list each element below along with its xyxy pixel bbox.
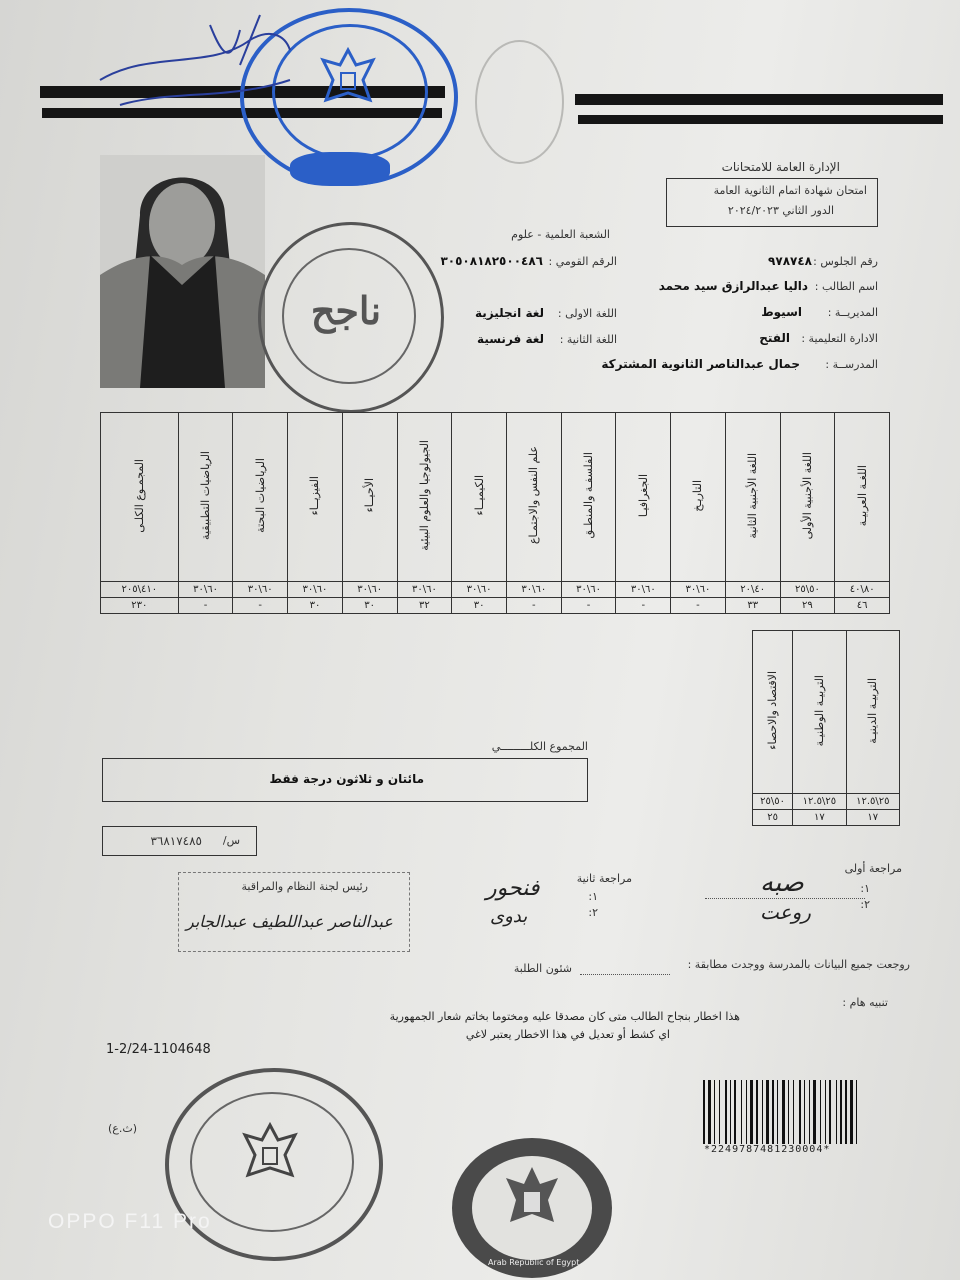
grade-score-11: - — [233, 598, 288, 614]
barcode-bar — [832, 1080, 835, 1144]
grade-score-13: ٢٣٠ — [101, 598, 179, 614]
grade-subject-12: الرياضيات التطبيقية — [178, 413, 233, 582]
grade-subject-9: الأحيــاء — [342, 413, 397, 582]
grade-subject-4: الجغرافيـا — [616, 413, 671, 582]
barcode-bar — [813, 1080, 816, 1144]
extra-score-1: ١٧ — [793, 810, 846, 826]
second-review-sig2: بدوى — [490, 906, 528, 927]
chair-label: رئيس لجنة النظام والمراقبة — [241, 880, 368, 893]
grade-subject-13: المجمـوع الكلـى — [101, 413, 179, 582]
second-review-label: مراجعة ثانية — [576, 872, 632, 885]
barcode-bar — [836, 1080, 837, 1144]
barcode-bar — [845, 1080, 847, 1144]
barcode-bar — [858, 1080, 860, 1144]
grade-subject-3: التاريـخ — [671, 413, 726, 582]
grade-maxmin-5: ٦٠\٣٠ — [561, 582, 616, 598]
barcode-bar — [770, 1080, 771, 1144]
grade-score-3: - — [671, 598, 726, 614]
barcode-bar — [799, 1080, 801, 1144]
barcode-bar — [850, 1080, 853, 1144]
total-label: المجموع الكلـــــــــي — [491, 740, 588, 753]
directorate-label: المديريــة : — [827, 306, 878, 319]
grade-maxmin-3: ٦٠\٣٠ — [671, 582, 726, 598]
barcode-bar — [719, 1080, 720, 1144]
national-id-value: ٣٠٥٠٨١٨٢٥٠٠٤٨٦ — [440, 254, 543, 268]
extra-score-2: ٢٥ — [753, 810, 793, 826]
first-review-line2: ٢: — [860, 898, 870, 911]
grade-maxmin-4: ٦٠\٣٠ — [616, 582, 671, 598]
directorate-value: اسيوط — [761, 305, 802, 319]
barcode-bar — [756, 1080, 758, 1144]
verification-text: روجعت جميع البيانات بالمدرسة ووجدت مطابقة : — [687, 958, 910, 971]
extra-subject-1: التربيـة الوطنيـة — [793, 631, 846, 794]
blue-ink-blob — [290, 152, 390, 186]
barcode-bar — [779, 1080, 781, 1144]
grade-subject-10: الفيزيــاء — [288, 413, 343, 582]
school-label: المدرســة : — [825, 358, 878, 371]
grade-score-8: ٣٢ — [397, 598, 452, 614]
grade-maxmin-7: ٦٠\٣٠ — [452, 582, 507, 598]
barcode-bar — [804, 1080, 805, 1144]
seat-value: ٩٧٨٧٤٨ — [768, 254, 812, 268]
barcode-bar — [712, 1080, 713, 1144]
barcode-bar — [829, 1080, 831, 1144]
barcode-bar — [788, 1080, 789, 1144]
barcode-bar — [762, 1080, 763, 1144]
authority-title: الإدارة العامة للامتحانات — [721, 160, 840, 174]
school-value: جمال عبدالناصر الثانوية المشتركة — [601, 357, 800, 371]
barcode-bar — [806, 1080, 808, 1144]
grade-subject-6: علم النفس والاجتمـاع — [506, 413, 561, 582]
barcode-bar — [725, 1080, 727, 1144]
barcode-bar — [782, 1080, 785, 1144]
grade-maxmin-11: ٦٠\٣٠ — [233, 582, 288, 598]
barcode-bar — [811, 1080, 812, 1144]
barcode-bar — [728, 1080, 729, 1144]
barcode-bar — [714, 1080, 715, 1144]
grade-maxmin-2: ٤٠\٢٠ — [725, 582, 780, 598]
branch-label: الشعبة العلمية - علوم — [511, 228, 610, 241]
student-affairs: شئون الطلبة — [513, 962, 572, 975]
barcode-bar — [809, 1080, 810, 1144]
national-id-label: الرقم القومي : — [548, 255, 617, 268]
barcode-bar — [795, 1080, 798, 1144]
lang2-value: لغة فرنسية — [477, 332, 544, 346]
grade-maxmin-8: ٦٠\٣٠ — [397, 582, 452, 598]
grade-maxmin-10: ٦٠\٣٠ — [288, 582, 343, 598]
first-review-sig2: روعت — [760, 900, 811, 924]
grade-maxmin-13: ٤١٠\٢٠٥ — [101, 582, 179, 598]
barcode-text: *2249787481230004* — [704, 1144, 831, 1155]
admin-label: الادارة التعليمية : — [801, 332, 878, 345]
seal-caption: Arab Republic of Egypt — [488, 1258, 580, 1267]
lang1-label: اللغة الاولى : — [557, 307, 617, 320]
grade-subject-7: الكيميــاء — [452, 413, 507, 582]
extra-maxmin-2: ٥٠\٢٥ — [753, 794, 793, 810]
pass-stamp-text: ناجح — [310, 288, 382, 333]
camera-watermark: OPPO F11 Pro — [48, 1210, 212, 1233]
barcode-bar — [730, 1080, 731, 1144]
serial-value: ٣٦٨١٧٤٨٥ — [150, 834, 202, 848]
barcode — [703, 1080, 903, 1144]
barcode-bar — [732, 1080, 733, 1144]
extra-score-0: ١٧ — [846, 810, 899, 826]
grade-subject-8: الجيولوجيا والعلوم البيئية — [397, 413, 452, 582]
grade-maxmin-0: ٨٠\٤٠ — [835, 582, 890, 598]
barcode-bar — [743, 1080, 745, 1144]
barcode-bar — [790, 1080, 792, 1144]
grade-score-5: - — [561, 598, 616, 614]
grade-score-7: ٣٠ — [452, 598, 507, 614]
notice-label: تنبيه هام : — [842, 996, 888, 1009]
barcode-bar — [786, 1080, 787, 1144]
barcode-bar — [825, 1080, 826, 1144]
grades-table — [100, 412, 890, 614]
barcode-bar — [754, 1080, 755, 1144]
first-review-underline — [705, 898, 865, 899]
barcode-bar — [748, 1080, 749, 1144]
top-bar-right-2 — [578, 115, 943, 124]
barcode-bar — [737, 1080, 740, 1144]
barcode-bar — [838, 1080, 839, 1144]
extra-maxmin-1: ٢٥\١٢.٥ — [793, 794, 846, 810]
exam-session: الدور الثاني ٢٠٢٤/٢٠٢٣ — [727, 204, 834, 217]
chair-signature: عبدالناصر عبداللطيف عبدالجابر — [186, 912, 393, 931]
first-review-sig1: صبه — [760, 868, 804, 898]
barcode-bar — [721, 1080, 724, 1144]
barcode-bar — [706, 1080, 707, 1144]
grade-subject-11: الرياضيات البحتة — [233, 413, 288, 582]
first-review-label: مراجعة أولى — [844, 862, 902, 875]
second-review-line1: ١: — [588, 890, 598, 903]
seat-label: رقم الجلوس : — [813, 255, 878, 268]
barcode-bar — [793, 1080, 794, 1144]
barcode-bar — [734, 1080, 736, 1144]
exam-title: امتحان شهادة اتمام الثانوية العامة — [713, 184, 867, 197]
barcode-bar — [843, 1080, 844, 1144]
barcode-bar — [708, 1080, 711, 1144]
barcode-bar — [777, 1080, 778, 1144]
student-photo — [100, 155, 265, 388]
barcode-bar — [766, 1080, 769, 1144]
notice-line1: هذا اخطار بنجاح الطالب متى كان مصدقا عليه ومختوما بخاتم شعار الجمهورية — [389, 1010, 740, 1023]
lang2-label: اللغة الثانية : — [559, 333, 617, 346]
barcode-bar — [822, 1080, 824, 1144]
signature-scribble-top — [90, 10, 300, 124]
first-review-line1: ١: — [860, 882, 870, 895]
reference-code: 1-2/24-1104648 — [106, 1042, 211, 1057]
verification-underline — [580, 974, 670, 975]
top-bar-right-1 — [575, 94, 943, 105]
extra-subject-2: الاقتصاد والاحصاء — [753, 631, 793, 794]
total-words: مائتان و ثلاثون درجة فقط — [269, 772, 424, 786]
barcode-bar — [856, 1080, 857, 1144]
extra-subject-0: التربيـة الدينيـة — [846, 631, 899, 794]
faint-emblem-stamp — [475, 40, 564, 164]
barcode-bar — [703, 1080, 705, 1144]
barcode-bar — [716, 1080, 718, 1144]
grade-score-4: - — [616, 598, 671, 614]
code-mark: (ث.ع) — [108, 1122, 138, 1135]
bottom-left-eagle-icon — [240, 1120, 300, 1194]
grade-score-6: - — [506, 598, 561, 614]
barcode-bar — [840, 1080, 842, 1144]
student-name-value: داليا عبدالرازق سيد محمد — [658, 279, 808, 293]
extra-maxmin-0: ٢٥\١٢.٥ — [846, 794, 899, 810]
grade-score-12: - — [178, 598, 233, 614]
grade-score-2: ٣٣ — [725, 598, 780, 614]
barcode-bar — [817, 1080, 819, 1144]
second-review-sig1: فنحور — [486, 876, 540, 901]
barcode-bar — [772, 1080, 774, 1144]
student-name-label: اسم الطالب : — [814, 280, 878, 293]
eagle-icon — [318, 45, 378, 119]
grade-score-9: ٣٠ — [342, 598, 397, 614]
grade-maxmin-9: ٦٠\٣٠ — [342, 582, 397, 598]
bottom-center-eagle-icon — [502, 1162, 562, 1246]
barcode-bar — [746, 1080, 747, 1144]
grade-score-0: ٤٦ — [835, 598, 890, 614]
barcode-bar — [848, 1080, 849, 1144]
grade-score-10: ٣٠ — [288, 598, 343, 614]
serial-prefix: س/ — [222, 834, 240, 847]
barcode-bar — [820, 1080, 821, 1144]
grade-maxmin-1: ٥٠\٢٥ — [780, 582, 835, 598]
grade-subject-5: الفلسفـة والمنطـق — [561, 413, 616, 582]
barcode-bar — [764, 1080, 765, 1144]
second-review-line2: ٢: — [588, 906, 598, 919]
barcode-bar — [854, 1080, 855, 1144]
grade-maxmin-6: ٦٠\٣٠ — [506, 582, 561, 598]
barcode-bar — [759, 1080, 761, 1144]
grade-maxmin-12: ٦٠\٣٠ — [178, 582, 233, 598]
barcode-bar — [802, 1080, 803, 1144]
grade-subject-0: اللغـة العربيـة — [835, 413, 890, 582]
lang1-value: لغة انجليزية — [474, 306, 544, 320]
grade-score-1: ٢٩ — [780, 598, 835, 614]
barcode-bar — [741, 1080, 742, 1144]
admin-value: الفتح — [759, 331, 790, 345]
barcode-bar — [827, 1080, 828, 1144]
notice-line2: اي كشط أو تعديل في هذا الاخطار يعتبر لاغي — [465, 1028, 670, 1041]
barcode-bar — [775, 1080, 776, 1144]
grade-subject-1: اللغة الأجنبية الأولى — [780, 413, 835, 582]
barcode-bar — [750, 1080, 753, 1144]
grade-subject-2: اللغة الأجنبية الثانية — [725, 413, 780, 582]
extra-subjects-table — [752, 630, 900, 826]
